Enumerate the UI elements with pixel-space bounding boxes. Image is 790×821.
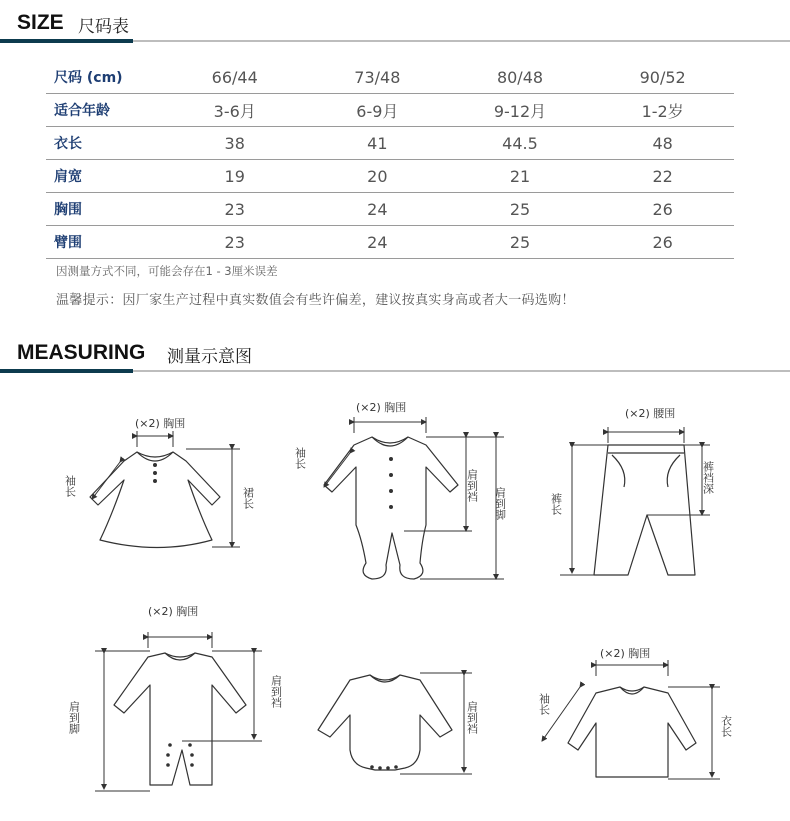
size-table-row [46, 61, 734, 94]
size-cell: 3-6月 [163, 94, 306, 127]
measuring-header-underline [0, 369, 133, 373]
size-cell: 24 [306, 226, 449, 259]
row-label: 胸围 [46, 193, 163, 226]
measuring-title-cn: 测量示意图 [167, 347, 252, 367]
size-cell: 41 [306, 127, 449, 160]
size-cell: 90/52 [591, 61, 734, 94]
romper-sleeve-label: 袖长 [293, 447, 307, 469]
size-table-row [46, 160, 734, 193]
dress-figure [90, 452, 220, 548]
pants-length-label: 裤长 [549, 493, 563, 515]
romper-figure [324, 437, 458, 579]
dress-chest-label: (×2) 胸围 [135, 417, 186, 430]
size-cell: 24 [306, 193, 449, 226]
row-label: 臂围 [46, 226, 163, 259]
pants-waist-label: (×2) 腰围 [625, 407, 676, 420]
jumpsuit-foot-label: 肩到脚 [67, 701, 81, 734]
size-cell: 20 [306, 160, 449, 193]
size-cell: 21 [449, 160, 592, 193]
size-table-row [46, 226, 734, 259]
size-cell: 38 [163, 127, 306, 160]
jumpsuit-figure [114, 653, 246, 785]
dress-sleeve-label: 袖长 [63, 475, 77, 497]
size-title-cn: 尺码表 [78, 17, 129, 37]
size-table-row [46, 127, 734, 160]
measuring-header-divider [133, 370, 790, 372]
romper-chest-label: (×2) 胸围 [356, 401, 407, 414]
size-cell: 6-9月 [306, 94, 449, 127]
measuring-title-en: MEASURING [17, 341, 146, 364]
size-cell: 1-2岁 [591, 94, 734, 127]
size-cell: 19 [163, 160, 306, 193]
top-sleeve-label: 袖长 [537, 693, 551, 715]
size-cell: 66/44 [163, 61, 306, 94]
jumpsuit-crotch-label: 肩到裆 [269, 675, 283, 708]
size-table [46, 61, 734, 259]
top-chest-label: (×2) 胸围 [600, 647, 651, 660]
bodysuit-figure [318, 675, 452, 770]
bodysuit-crotch-label: 肩到裆 [465, 701, 479, 734]
row-label: 适合年龄 [46, 94, 163, 127]
size-table-row [46, 193, 734, 226]
row-label: 衣长 [46, 127, 163, 160]
top-figure [568, 687, 696, 777]
size-cell: 26 [591, 226, 734, 259]
size-cell: 25 [449, 226, 592, 259]
size-cell: 25 [449, 193, 592, 226]
romper-crotch-label: 肩到裆 [465, 469, 479, 502]
measuring-diagram [0, 375, 790, 815]
size-cell: 48 [591, 127, 734, 160]
size-header-divider [133, 40, 790, 42]
row-label: 尺码 (cm) [46, 61, 163, 94]
dress-skirt-label: 裙长 [241, 487, 255, 509]
size-title-en: SIZE [17, 11, 64, 34]
size-cell: 26 [591, 193, 734, 226]
pants-figure [594, 445, 695, 575]
size-cell: 44.5 [449, 127, 592, 160]
jumpsuit-chest-label: (×2) 胸围 [148, 605, 199, 618]
top-length-label: 衣长 [719, 715, 733, 737]
measuring-section-header [0, 338, 790, 368]
purchase-tip-note: 温馨提示：因厂家生产过程中真实数值会有些许偏差，建议按真实身高或者大一码选购！ [56, 293, 575, 308]
measurement-error-note: 因测量方式不同，可能会存在1 - 3厘米误差 [56, 264, 278, 278]
size-cell: 9-12月 [449, 94, 592, 127]
size-cell: 23 [163, 193, 306, 226]
size-cell: 73/48 [306, 61, 449, 94]
size-section-header [0, 8, 790, 38]
size-cell: 23 [163, 226, 306, 259]
size-table-row [46, 94, 734, 127]
pants-rise-label: 裤裆深 [701, 461, 715, 494]
row-label: 肩宽 [46, 160, 163, 193]
size-cell: 80/48 [449, 61, 592, 94]
size-header-underline [0, 39, 133, 43]
romper-foot-label: 肩到脚 [493, 487, 507, 520]
size-cell: 22 [591, 160, 734, 193]
